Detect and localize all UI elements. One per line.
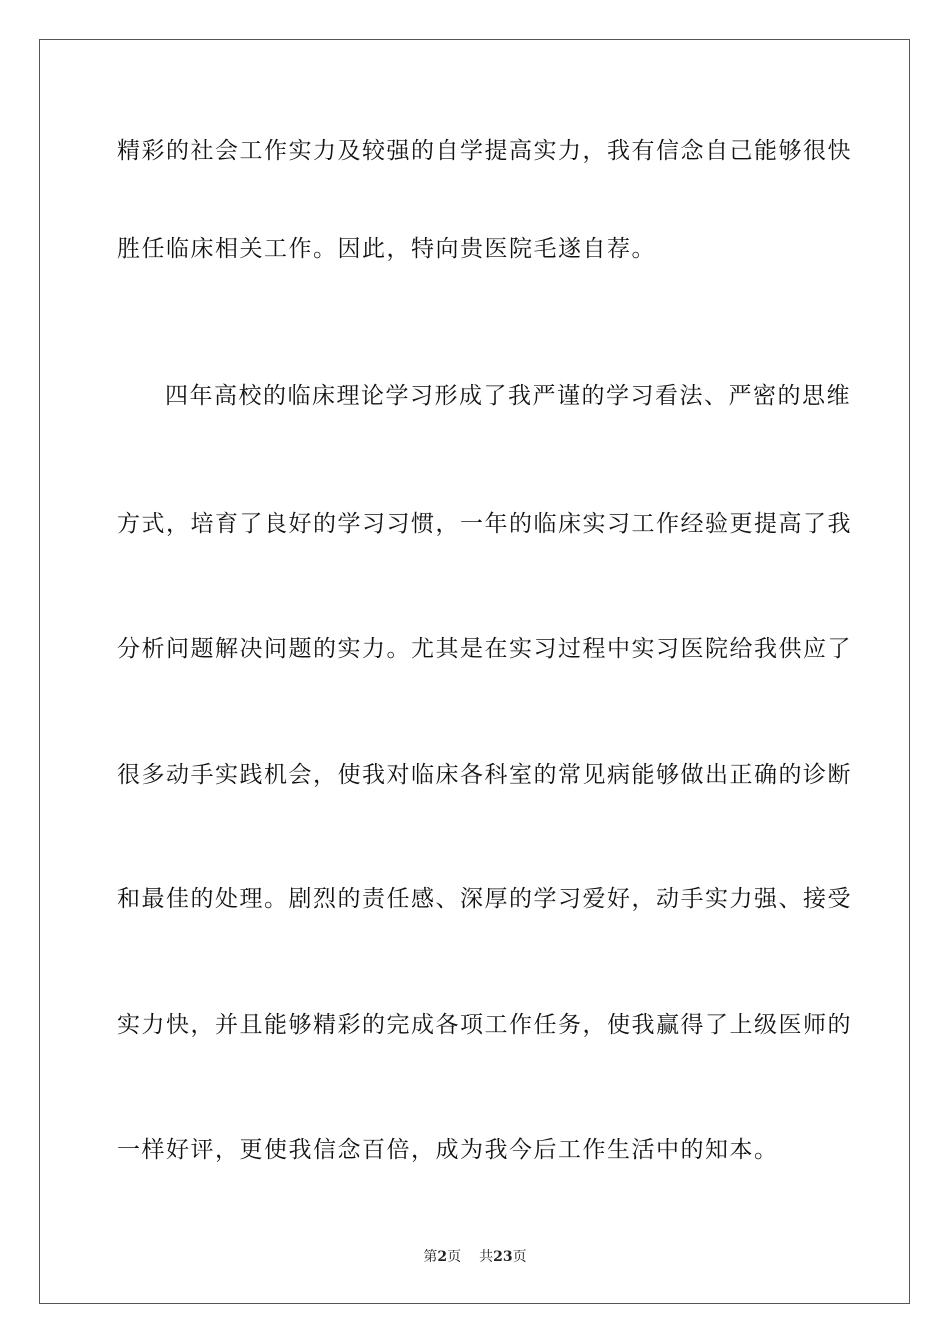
page-number: 2: [437, 1249, 448, 1265]
page-prefix: 第: [423, 1249, 438, 1265]
text-line-7: 和最佳的处理。剧烈的责任感、深厚的学习爱好，动手实力强、接受: [117, 886, 852, 912]
text-line-2: 胜任临床相关工作。因此，特向贵医院毛遂自荐。: [117, 236, 656, 262]
total-suffix: 页: [512, 1249, 527, 1265]
text-line-9: 一样好评，更使我信念百倍，成为我今后工作生活中的知本。: [117, 1137, 779, 1163]
paragraph-start-line: 四年高校的临床理论学习形成了我严谨的学习看法、严密的思维: [165, 383, 851, 409]
text-line-5: 分析问题解决问题的实力。尤其是在实习过程中实习医院给我供应了: [117, 636, 852, 662]
text-line-4: 方式，培育了良好的学习习惯，一年的临床实习工作经验更提高了我: [117, 511, 852, 537]
page-border: [39, 39, 910, 1304]
page-suffix: 页: [447, 1249, 462, 1265]
text-line-6: 很多动手实践机会，使我对临床各科室的常见病能够做出正确的诊断: [117, 762, 852, 788]
total-prefix: 共: [479, 1249, 494, 1265]
page-footer: [0, 1248, 950, 1266]
total-pages: 23: [493, 1249, 513, 1265]
text-line-8: 实力快，并且能够精彩的完成各项工作任务，使我赢得了上级医师的: [117, 1012, 852, 1038]
text-line-1: 精彩的社会工作实力及较强的自学提高实力，我有信念自己能够很快: [117, 138, 852, 164]
